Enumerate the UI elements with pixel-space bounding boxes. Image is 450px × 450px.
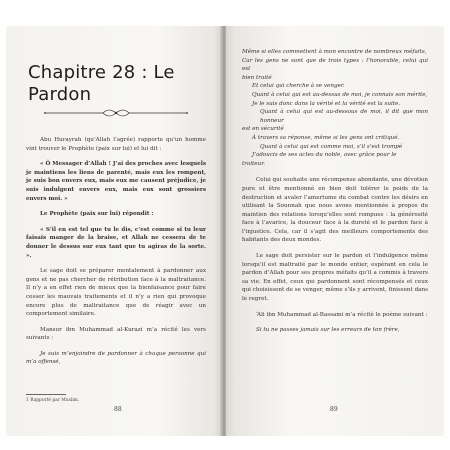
paragraph-1: Le sage doit se préparer mentalement à pardonner aux gens et ne pas chercher de rétribution face à la maltraitance. Il n’y a en effet rien de mieux que la bienfaisance pour faire cesser les mauvais traitements et il n’y a rien qui provoque encore plus de maltraitance que de réagir avec un comportement similaire.: [26, 268, 206, 318]
left-page-content: [26, 38, 206, 374]
verse-line: est en sécurité: [242, 126, 284, 133]
verse-line: bien traité: [242, 74, 272, 81]
paragraph-2: Mansur ibn Muhammad al-Kurazi m’a récité les vers suivants :: [26, 326, 206, 342]
verse-line: Car les gens ne sont que de trois types : l’honorable, celui qui est: [242, 57, 428, 73]
verse-line: Quant à celui qui est au-dessus de moi, je connais son mérite,: [252, 91, 428, 98]
verse-line: Même si elles commettent à mon encontre de nombreux méfaits,: [242, 49, 427, 55]
verse-line: Et celui qui cherche à se venger.: [252, 83, 345, 90]
verse-line: Si tu ne passes jamais sur les erreurs de ton frère,: [256, 327, 400, 334]
verse-line: Je le suis donc dans la vérité et la vérité est la suite.: [252, 100, 401, 107]
paragraph-3: ‘Ali ibn Muhammad al-Bassami m’a récité le poème suivant :: [256, 311, 428, 318]
page-number-left: 88: [114, 406, 122, 413]
right-page: [226, 26, 444, 436]
poem-block: [242, 48, 428, 168]
response-intro: Le Prophète (paix sur lui) répondit :: [40, 211, 154, 218]
verse-line: Je suis m’enjoindre de pardonner à chaque personne qui m’a offensé,: [26, 350, 206, 366]
paragraph-1: Celui qui souhaite une récompense abondante, une dévotion pure et être mentionné en bien doit tolérer le poids de la destruction et avaler l’amertume du combat contre les désirs en utilisant la Sounnah que nous avons mentionnée à propos du maintien des relations lorsqu’elles sont rompues : la générosité face à l’avarice, la douceur face à la dureté et le pardon face à l’injustice. Cela, car il s’agit des meilleurs comportements des habitants des deux mondes.: [242, 177, 428, 244]
page-number-right: 89: [330, 406, 338, 413]
chapter-title: Chapitre 28 : Le Pardon: [28, 62, 175, 105]
verse-line: traiteur.: [242, 160, 266, 167]
left-page: [6, 26, 222, 436]
hadith-response: « S’il en est tel que tu le dis, c’est comme si tu leur faisais manger de la braise, et Allah ne cessera de te donner le dessus sur eux tant que tu agiras de la sorte. ».: [26, 226, 206, 259]
verse-line: Quant à celui qui est au-dessous de moi, il dit que mon honneur: [260, 109, 428, 124]
intro-paragraph: Abu Hurayrah (qu’Allah l’agrée) rapporte qu’un homme vint trouver le Prophète (paix sur lui) et lui dit :: [26, 137, 206, 152]
flourish-divider-icon: [41, 108, 191, 118]
footnote-rule: [26, 394, 66, 395]
right-page-content: [242, 48, 428, 342]
hadith-question: « Ô Messager d’Allah ! J’ai des proches avec lesquels je maintiens les liens de parenté, mais eux les rompent, je suis bon envers eux, mais eux me causent préjudice, je suis indulgent envers eux, mais eux sont grossiers envers moi. »: [26, 161, 206, 202]
verse-line: Quant à celui qui est comme moi, s’il s’est trompé: [260, 143, 403, 150]
verse-line: J’adoucis de ses actes du noble, avec grâce pour le: [252, 152, 397, 159]
footnote: 1 Rapporté par Muslim.: [26, 398, 80, 403]
verse-line: À travers sa réponse, même si les gens ont critiqué.: [252, 134, 400, 141]
open-book: [6, 26, 444, 436]
paragraph-2: Le sage doit persister sur le pardon et l’indulgence même lorsqu’il est maltraité par le monde entier, espérant en cela le pardon d’Allah pour ses propres méfaits qu’il a commis à travers sa vie. En effet, ceux qui pardonnent sont récompensés et ceux qui choisissent de se venger, même s’ils y arrivent, finissent dans le regret.: [242, 253, 428, 303]
